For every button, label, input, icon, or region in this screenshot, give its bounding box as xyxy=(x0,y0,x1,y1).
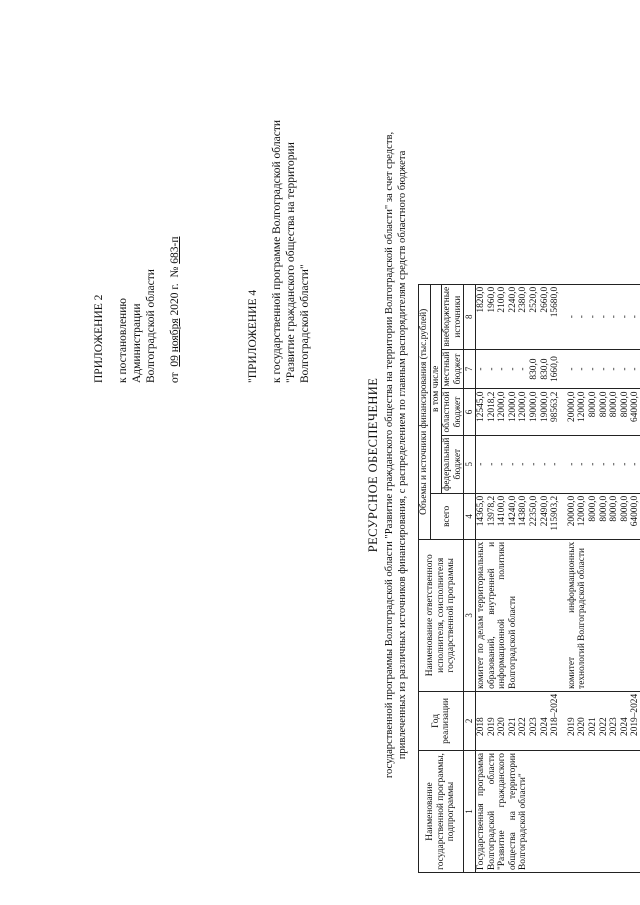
federal-value: - xyxy=(486,462,497,466)
extra-value: 2100,0 xyxy=(497,286,508,313)
total-value: 8000,0 xyxy=(587,495,598,522)
federal-value: - xyxy=(609,462,620,466)
extra-cell xyxy=(567,284,640,349)
local-value: - xyxy=(609,367,620,371)
total-value: 64000,0 xyxy=(630,495,640,527)
local-value: - xyxy=(587,367,598,371)
local-value: - xyxy=(475,367,486,371)
date-day: 09 xyxy=(169,355,181,367)
funding-table xyxy=(418,284,640,873)
annex4-line-3: Волгоградской области" xyxy=(299,264,311,383)
federal-value: - xyxy=(475,462,486,466)
col-number: 5 xyxy=(464,435,476,493)
executor-cell: комитет по делам территориальных образований, внутренней и информационной политики Волгоградской области xyxy=(475,539,560,691)
regional-value: 64000,0 xyxy=(630,391,640,422)
year-value: 2022 xyxy=(518,717,529,736)
year-value: 2020 xyxy=(497,717,508,736)
header-local: местный бюджет xyxy=(442,349,464,389)
local-value: - xyxy=(630,367,640,371)
regional-value: 20000,0 xyxy=(566,391,577,422)
header-federal: федеральный бюджет xyxy=(442,435,464,493)
extra-value: 2660,0 xyxy=(539,286,550,313)
local-value: 830,0 xyxy=(539,358,550,380)
regional-value: 12018,2 xyxy=(486,391,497,422)
header-total: всего xyxy=(430,493,464,539)
year-value: 2023 xyxy=(528,717,539,736)
local-value: 830,0 xyxy=(528,358,539,380)
federal-value: - xyxy=(598,462,609,466)
extra-value: 1960,0 xyxy=(486,286,497,313)
program-name-cell: Государственная программа Волгоградской области "Развитие гражданского общества на территории Волгоградской области" xyxy=(475,751,640,873)
year-value: 2018–2024 xyxy=(550,693,561,736)
extra-value: - xyxy=(630,315,640,319)
extra-cell xyxy=(475,284,560,349)
federal-value: - xyxy=(550,462,561,466)
regional-value: 12000,0 xyxy=(507,391,518,422)
date-prefix: от xyxy=(169,372,181,383)
number-prefix: № xyxy=(169,266,181,278)
federal-cell xyxy=(567,435,640,493)
annex2-date-line xyxy=(168,236,182,383)
total-value: 14365,0 xyxy=(475,495,486,527)
year-value: 2019–2024 xyxy=(630,693,640,736)
col-number: 4 xyxy=(464,493,476,539)
col-number: 7 xyxy=(464,349,476,389)
regional-value: 8000,0 xyxy=(598,391,609,418)
annex4-block xyxy=(246,120,312,383)
federal-value: - xyxy=(497,462,508,466)
extra-value: 2520,0 xyxy=(528,286,539,313)
total-cell xyxy=(567,493,640,539)
total-value: 8000,0 xyxy=(598,495,609,522)
federal-value: - xyxy=(587,462,598,466)
regional-value: 12545,0 xyxy=(475,391,486,422)
extra-value: 15680,0 xyxy=(550,286,561,318)
total-value: 22490,0 xyxy=(539,495,550,527)
year-value: 2020 xyxy=(577,717,588,736)
local-value: - xyxy=(577,367,588,371)
local-cell xyxy=(475,349,560,389)
year-value: 2024 xyxy=(539,717,550,736)
total-cell xyxy=(475,493,560,539)
extra-value: - xyxy=(587,315,598,319)
year-value: 2023 xyxy=(609,717,620,736)
total-value: 115903,2 xyxy=(550,495,561,531)
local-value: - xyxy=(486,367,497,371)
col-number: 8 xyxy=(464,284,476,349)
regional-value: 98563,2 xyxy=(550,391,561,422)
regional-value: 19000,0 xyxy=(539,391,550,422)
local-value: - xyxy=(598,367,609,371)
year-value: 2019 xyxy=(486,717,497,736)
year-value: 2019 xyxy=(566,717,577,736)
regional-value: 12000,0 xyxy=(518,391,529,422)
federal-value: - xyxy=(507,462,518,466)
year-value: 2021 xyxy=(507,717,518,736)
subtitle-line-1: государственной программы Волгоградской области "Развитие гражданского общества на территории Волгоградской области" за счет средств, xyxy=(384,131,395,779)
extra-value: - xyxy=(619,315,630,319)
col-number: 3 xyxy=(464,539,476,691)
header-regional: областной бюджет xyxy=(442,389,464,435)
header-name: Наименование государственной программы, подпрограммы xyxy=(419,751,464,873)
document-title: РЕСУРСНОЕ ОБЕСПЕЧЕНИЕ xyxy=(366,377,380,553)
year-value: 2018 xyxy=(475,717,486,736)
total-value: 8000,0 xyxy=(619,495,630,522)
local-value: - xyxy=(619,367,630,371)
regional-cell xyxy=(475,389,560,435)
federal-value: - xyxy=(619,462,630,466)
col-number: 1 xyxy=(464,751,476,873)
annex2-line-3: Волгоградской области xyxy=(145,269,157,383)
header-extra: внебюджетные источники xyxy=(442,284,464,349)
total-value: 12000,0 xyxy=(577,495,588,527)
col-number: 2 xyxy=(464,691,476,750)
annex4-line-2: "Развитие гражданского общества на территории xyxy=(285,142,297,383)
total-value: 14380,0 xyxy=(518,495,529,527)
extra-value: - xyxy=(598,315,609,319)
total-value: 8000,0 xyxy=(609,495,620,522)
local-value: - xyxy=(518,367,529,371)
annex2-title: ПРИЛОЖЕНИЕ 2 xyxy=(93,294,105,383)
local-value: - xyxy=(566,367,577,371)
year-cell xyxy=(567,691,640,750)
federal-value: - xyxy=(630,462,640,466)
regional-value: 19000,0 xyxy=(528,391,539,422)
local-cell xyxy=(567,349,640,389)
local-value: 1660,0 xyxy=(550,356,561,382)
year-value: 2024 xyxy=(619,717,630,736)
extra-value: 2240,0 xyxy=(507,286,518,313)
regional-value: 12000,0 xyxy=(497,391,508,422)
total-value: 14100,0 xyxy=(497,495,508,527)
header-including: в том числе xyxy=(430,284,442,493)
table-row xyxy=(475,284,560,872)
year-value: 2022 xyxy=(598,717,609,736)
executor-cell: комитет информационных технологий Волгоградской области xyxy=(567,539,640,691)
local-value: - xyxy=(507,367,518,371)
total-value: 20000,0 xyxy=(566,495,577,527)
subtitle-line-2: привлеченных из различных источников финансирования, с распределением по главным распорядителям средств областного бюджета xyxy=(397,150,408,760)
total-value: 14240,0 xyxy=(507,495,518,527)
header-year: Год реализации xyxy=(419,691,464,750)
header-volumes: Объемы и источники финансирования (тыс.рублей) xyxy=(419,284,431,539)
annex2-line-2: Администрации xyxy=(131,303,143,383)
annex2-line-1: к постановлению xyxy=(117,298,129,383)
annex2-block xyxy=(92,236,182,383)
annex4-line-1: к государственной программе Волгоградской области xyxy=(271,120,283,383)
federal-value: - xyxy=(528,462,539,466)
local-value: - xyxy=(497,367,508,371)
regional-value: 8000,0 xyxy=(587,391,598,418)
doc-number: 683-п xyxy=(169,236,181,264)
year-value: 2021 xyxy=(587,717,598,736)
regional-value: 8000,0 xyxy=(609,391,620,418)
extra-value: 2380,0 xyxy=(518,286,529,313)
regional-cell xyxy=(567,389,640,435)
date-month: ноября xyxy=(169,318,181,353)
annex4-title: "ПРИЛОЖЕНИЕ 4 xyxy=(247,289,259,383)
document-subtitle xyxy=(383,25,409,885)
extra-value: - xyxy=(609,315,620,319)
federal-value: - xyxy=(518,462,529,466)
federal-value: - xyxy=(539,462,550,466)
regional-value: 8000,0 xyxy=(619,391,630,418)
col-number: 6 xyxy=(464,389,476,435)
regional-value: 12000,0 xyxy=(577,391,588,422)
federal-cell xyxy=(475,435,560,493)
extra-value: 1820,0 xyxy=(475,286,486,313)
date-year: 2020 г. xyxy=(169,283,181,316)
total-value: 13978,2 xyxy=(486,495,497,527)
total-value: 22350,0 xyxy=(528,495,539,527)
extra-value: - xyxy=(566,315,577,319)
header-executor: Наименование ответственного исполнителя, соисполнителя государственной программы xyxy=(419,539,464,691)
federal-value: - xyxy=(566,462,577,466)
year-cell xyxy=(475,691,560,750)
federal-value: - xyxy=(577,462,588,466)
extra-value: - xyxy=(577,315,588,319)
